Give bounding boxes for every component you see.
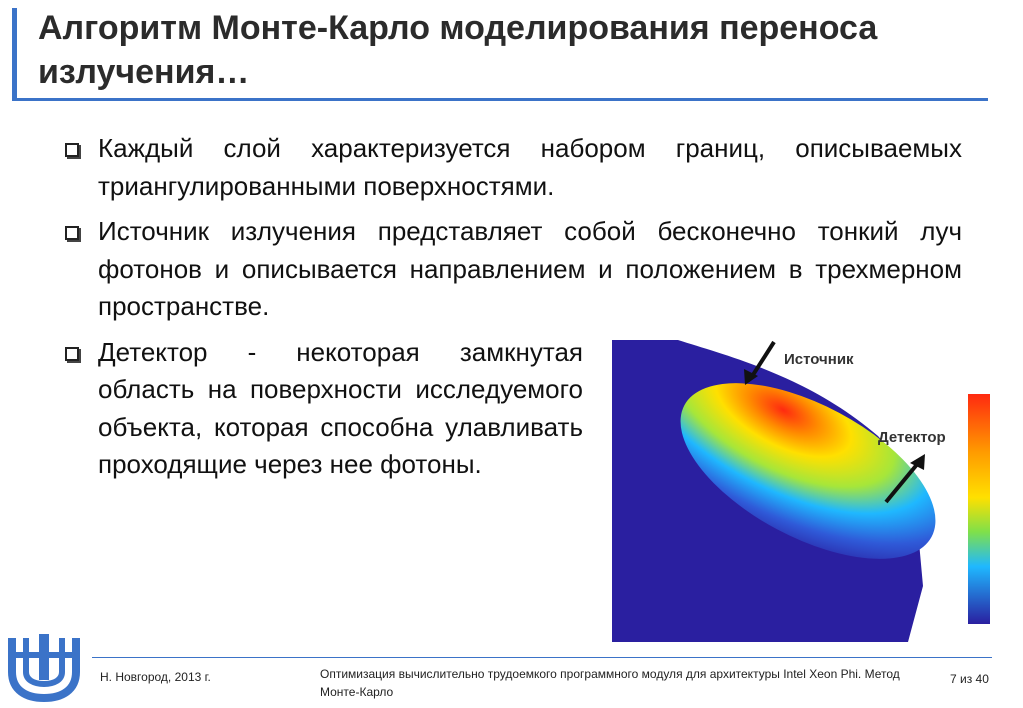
bullet-item xyxy=(62,130,962,205)
unn-logo-icon xyxy=(6,628,82,702)
bullet-text: Каждый слой характеризуется набором границ, описываемых триангулированными поверхностями. xyxy=(98,133,962,201)
checkbox-bullet-icon xyxy=(65,347,79,361)
title-divider xyxy=(12,98,988,101)
photon-distribution-figure xyxy=(608,336,996,648)
checkbox-bullet-icon xyxy=(65,226,79,240)
footer-divider xyxy=(92,657,992,658)
slide-title: Алгоритм Монте-Карло моделирования переноса излучения… xyxy=(38,9,878,91)
footer-location-date: Н. Новгород, 2013 г. xyxy=(100,670,211,684)
source-label: Источник xyxy=(784,351,854,368)
footer-page-number: 7 из 40 xyxy=(950,672,989,686)
footer-course-title: Оптимизация вычислительно трудоемкого программного модуля для архитектуры Intel Xeon Phi. Метод Монте-Карло xyxy=(320,667,900,699)
detector-label: Детектор xyxy=(878,429,946,446)
title-accent-bar xyxy=(12,8,17,100)
bullet-text: Источник излучения представляет собой бесконечно тонкий луч фотонов и описывается направлением и положением в трехмерном пространстве. xyxy=(98,216,962,321)
color-scale-bar xyxy=(968,394,990,624)
bullet-item xyxy=(62,334,583,484)
bullet-item xyxy=(62,213,962,326)
bullet-text: Детектор - некоторая замкнутая область на поверхности исследуемого объекта, которая способна улавливать проходящие через нее фотоны. xyxy=(98,336,583,479)
checkbox-bullet-icon xyxy=(65,143,79,157)
